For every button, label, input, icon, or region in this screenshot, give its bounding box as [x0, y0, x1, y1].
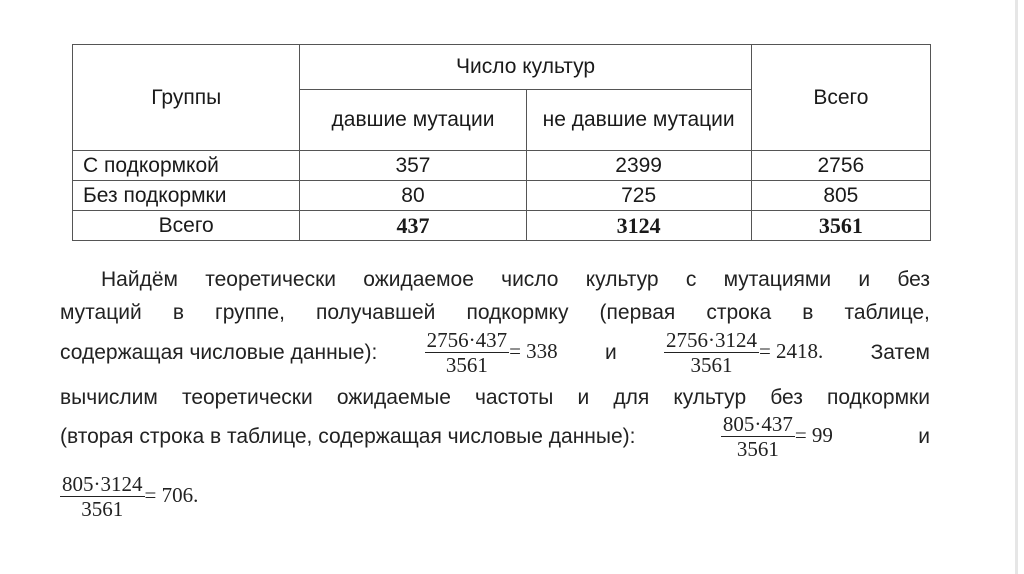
text-line-3: содержащая числовые данные): $\frac{2756\cdot 437}{3561}$ = 338 и $\frac{2756\cdot 3124}{3561}$ = 2418. Затем [60, 328, 930, 377]
header-not-gave-mutations: не давшие мутации [526, 90, 751, 151]
row-label: Без подкормки [73, 181, 300, 211]
line5-prefix: (вторая строка в таблице, содержащая числовые данные): [60, 424, 636, 448]
row-label: С подкормкой [73, 151, 300, 181]
text-line-5: (вторая строка в таблице, содержащая числовые данные): $\frac{805\cdot 437}{3561}$ = 99 и [60, 412, 930, 461]
formula-2: $\frac{2756\cdot 3124}{3561}$ = 2418. [665, 328, 824, 377]
mutation-table [72, 44, 931, 241]
formula-1: $\frac{2756\cdot 437}{3561}$ = 338 [426, 328, 558, 377]
cell-total: 3561 [751, 211, 930, 241]
cell-gave: 437 [300, 211, 526, 241]
formula-3: $\frac{805\cdot 437}{3561}$ = 99 [722, 412, 833, 461]
cell-not-gave: 3124 [526, 211, 751, 241]
text-line-4: вычислим теоретически ожидаемые частоты и для культур без подкормки [60, 386, 930, 409]
row-label: Всего [73, 211, 300, 241]
text-line-1: Найдём теоретически ожидаемое число культур с мутациями и без [101, 268, 930, 291]
table-header-row [73, 45, 931, 90]
text-line-6 [60, 472, 198, 521]
cell-total: 805 [751, 181, 930, 211]
slide-edge [1015, 0, 1018, 574]
cell-not-gave: 725 [526, 181, 751, 211]
cell-total: 2756 [751, 151, 930, 181]
cell-not-gave: 2399 [526, 151, 751, 181]
table-row [73, 151, 931, 181]
cell-gave: 357 [300, 151, 526, 181]
header-cultures: Число культур [300, 45, 751, 90]
table-row [73, 181, 931, 211]
line3-prefix: содержащая числовые данные): [60, 340, 378, 364]
cell-gave: 80 [300, 181, 526, 211]
table-total-row [73, 211, 931, 241]
header-gave-mutations: давшие мутации [300, 90, 526, 151]
text-line-2: мутаций в группе, получавшей подкормку (первая строка в таблице, [60, 301, 930, 324]
header-groups: Группы [73, 45, 300, 151]
formula-4: $\frac{805\cdot 3124}{3561}$ = 706. [62, 472, 199, 521]
header-total: Всего [751, 45, 930, 151]
